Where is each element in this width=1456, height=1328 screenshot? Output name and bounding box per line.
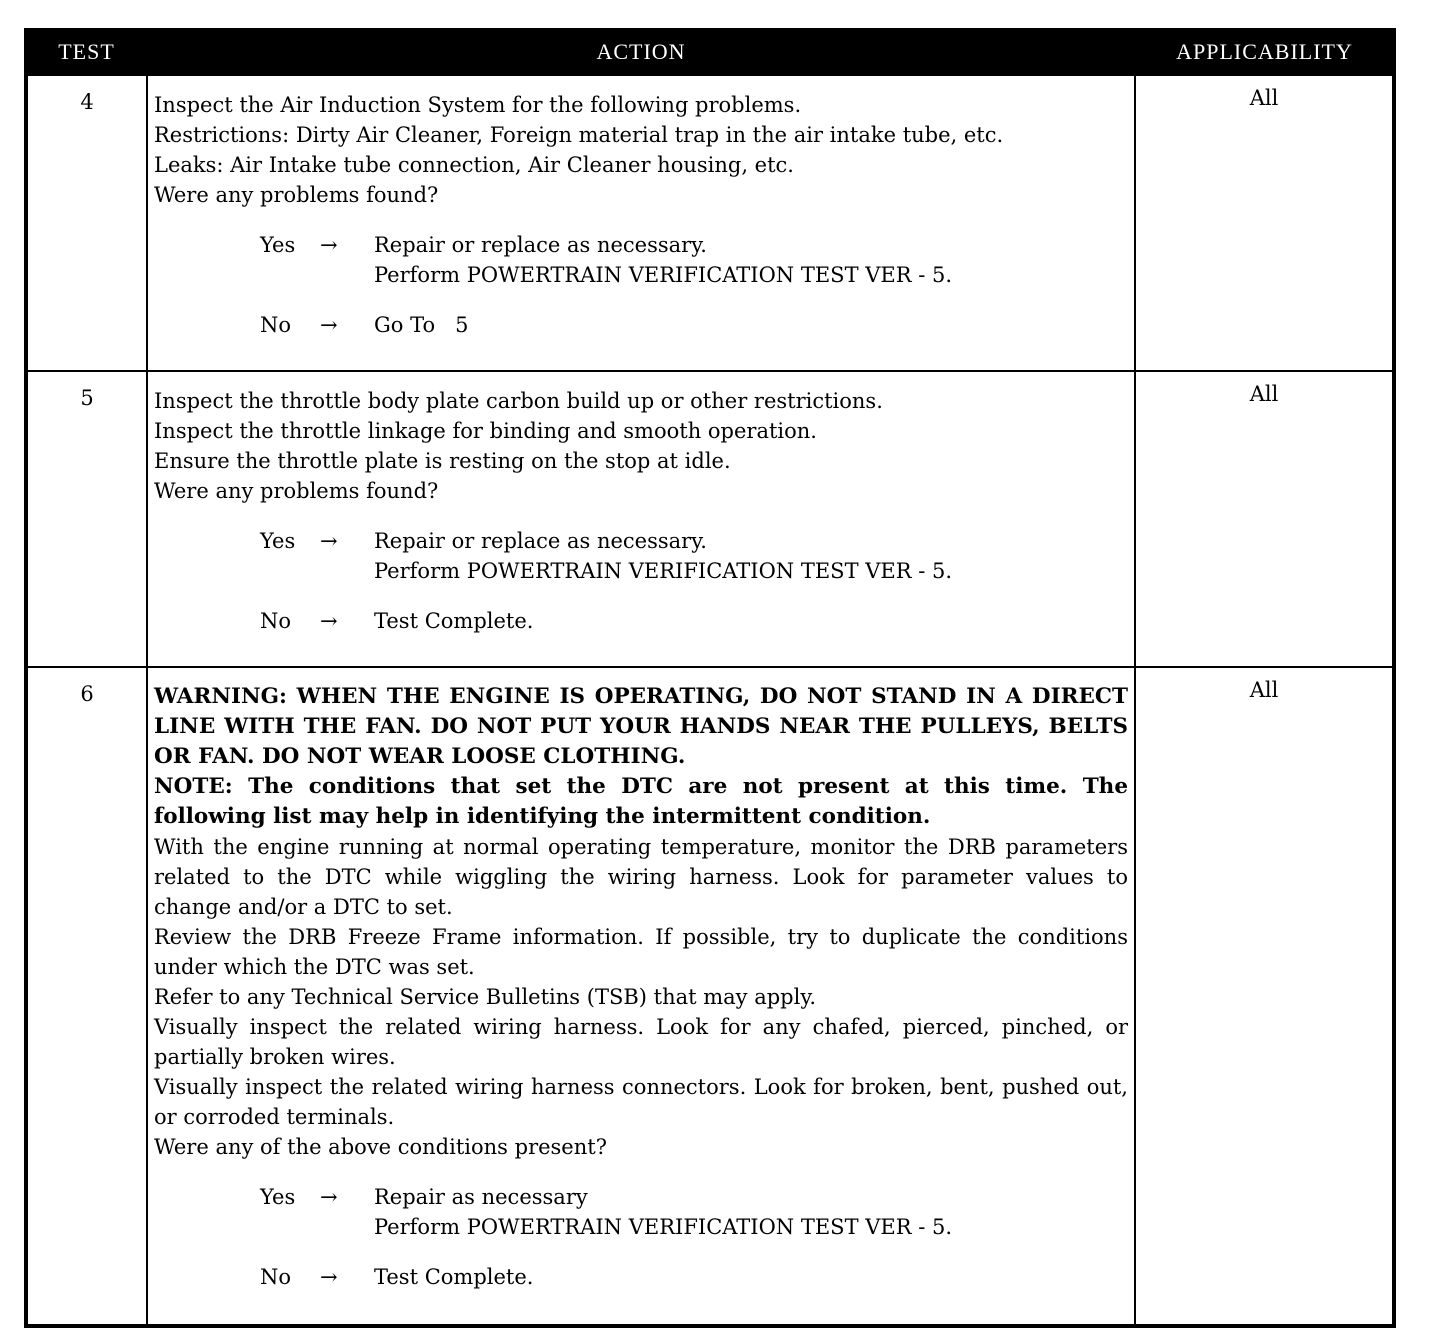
answer-no: [260, 1262, 1128, 1292]
action-question: Were any of the above conditions present?: [154, 1135, 607, 1159]
action-line: Inspect the throttle linkage for binding and smooth operation.: [154, 419, 817, 443]
action-paragraph: Review the DRB Freeze Frame information. If possible, try to duplicate the conditions under which the DTC was set.: [154, 925, 1128, 979]
answer-key: Yes: [260, 1185, 296, 1209]
answer-yes: [260, 526, 1128, 586]
table-header: [26, 30, 1394, 74]
arrow-right-icon: →: [320, 233, 338, 257]
answer-no: [260, 310, 1128, 340]
answer-key: No: [260, 313, 292, 337]
test-number: 4: [26, 74, 147, 371]
answer-line: Perform POWERTRAIN VERIFICATION TEST VER - 5.: [374, 263, 953, 287]
action-paragraph: Visually inspect the related wiring harness. Look for any chafed, pierced, pinched, or partially broken wires.: [154, 1015, 1128, 1069]
action-cell: [147, 74, 1135, 371]
table-row-test-4: [26, 74, 1394, 371]
answer-yes: [260, 230, 1128, 290]
arrow-right-icon: →: [320, 529, 338, 553]
answer-key: No: [260, 609, 292, 633]
action-paragraph: Refer to any Technical Service Bulletins (TSB) that may apply.: [154, 985, 817, 1009]
answer-block: [154, 526, 1128, 636]
table-row-test-5: [26, 371, 1394, 667]
answer-text: [374, 1262, 1128, 1292]
answer-line: Repair or replace as necessary.: [374, 233, 707, 257]
action-line: Leaks: Air Intake tube connection, Air Cleaner housing, etc.: [154, 153, 794, 177]
answer-line: Repair as necessary: [374, 1185, 588, 1209]
answer-text: [374, 526, 1128, 586]
diagnostic-table-sheet: [24, 28, 1392, 1328]
action-line: Inspect the Air Induction System for the following problems.: [154, 93, 802, 117]
action-paragraph: Visually inspect the related wiring harness connectors. Look for broken, bent, pushed out, or corroded terminals.: [154, 1075, 1128, 1129]
answer-line: Test Complete.: [374, 609, 534, 633]
applicability-value: All: [1135, 667, 1394, 1326]
arrow-right-icon: →: [320, 1265, 338, 1289]
header-action: ACTION: [147, 30, 1135, 74]
action-cell: [147, 667, 1135, 1326]
action-cell: [147, 371, 1135, 667]
arrow-right-icon: →: [320, 609, 338, 633]
test-number: 6: [26, 667, 147, 1326]
header-applicability: APPLICABILITY: [1135, 30, 1394, 74]
answer-no: [260, 606, 1128, 636]
arrow-right-icon: →: [320, 1185, 338, 1209]
answer-text: [374, 606, 1128, 636]
answer-text: [374, 1182, 1128, 1242]
action-paragraph: With the engine running at normal operating temperature, monitor the DRB parameters related to the DTC while wiggling the wiring harness. Look for parameter values to change and/or a DTC to set.: [154, 835, 1128, 919]
answer-line: Perform POWERTRAIN VERIFICATION TEST VER - 5.: [374, 1215, 953, 1239]
answer-line: Go To 5: [374, 313, 469, 337]
answer-line: Perform POWERTRAIN VERIFICATION TEST VER - 5.: [374, 559, 953, 583]
header-test: TEST: [26, 30, 147, 74]
arrow-right-icon: →: [320, 313, 338, 337]
applicability-value: All: [1135, 371, 1394, 667]
action-question: Were any problems found?: [154, 183, 439, 207]
test-number: 5: [26, 371, 147, 667]
answer-block: [154, 230, 1128, 340]
action-line: Restrictions: Dirty Air Cleaner, Foreign material trap in the air intake tube, etc.: [154, 123, 1004, 147]
action-question: Were any problems found?: [154, 479, 439, 503]
answer-key: No: [260, 1265, 292, 1289]
action-line: Inspect the throttle body plate carbon build up or other restrictions.: [154, 389, 883, 413]
answer-text: [374, 310, 1128, 340]
answer-block: [154, 1182, 1128, 1292]
note-text: NOTE: The conditions that set the DTC are not present at this time. The following list may help in identifying the intermittent condition.: [154, 774, 1128, 829]
answer-yes: [260, 1182, 1128, 1242]
answer-key: Yes: [260, 529, 296, 553]
warning-text: WARNING: WHEN THE ENGINE IS OPERATING, DO NOT STAND IN A DIRECT LINE WITH THE FAN. DO NOT PUT YOUR HANDS NEAR THE PULLEYS, BELTS OR FAN. DO NOT WEAR LOOSE CLOTHING.: [154, 684, 1128, 769]
applicability-value: All: [1135, 74, 1394, 371]
answer-line: Test Complete.: [374, 1265, 534, 1289]
table-row-test-6: [26, 667, 1394, 1326]
answer-line: Repair or replace as necessary.: [374, 529, 707, 553]
answer-text: [374, 230, 1128, 290]
answer-key: Yes: [260, 233, 296, 257]
action-line: Ensure the throttle plate is resting on the stop at idle.: [154, 449, 731, 473]
diagnostic-test-table: [24, 28, 1396, 1328]
